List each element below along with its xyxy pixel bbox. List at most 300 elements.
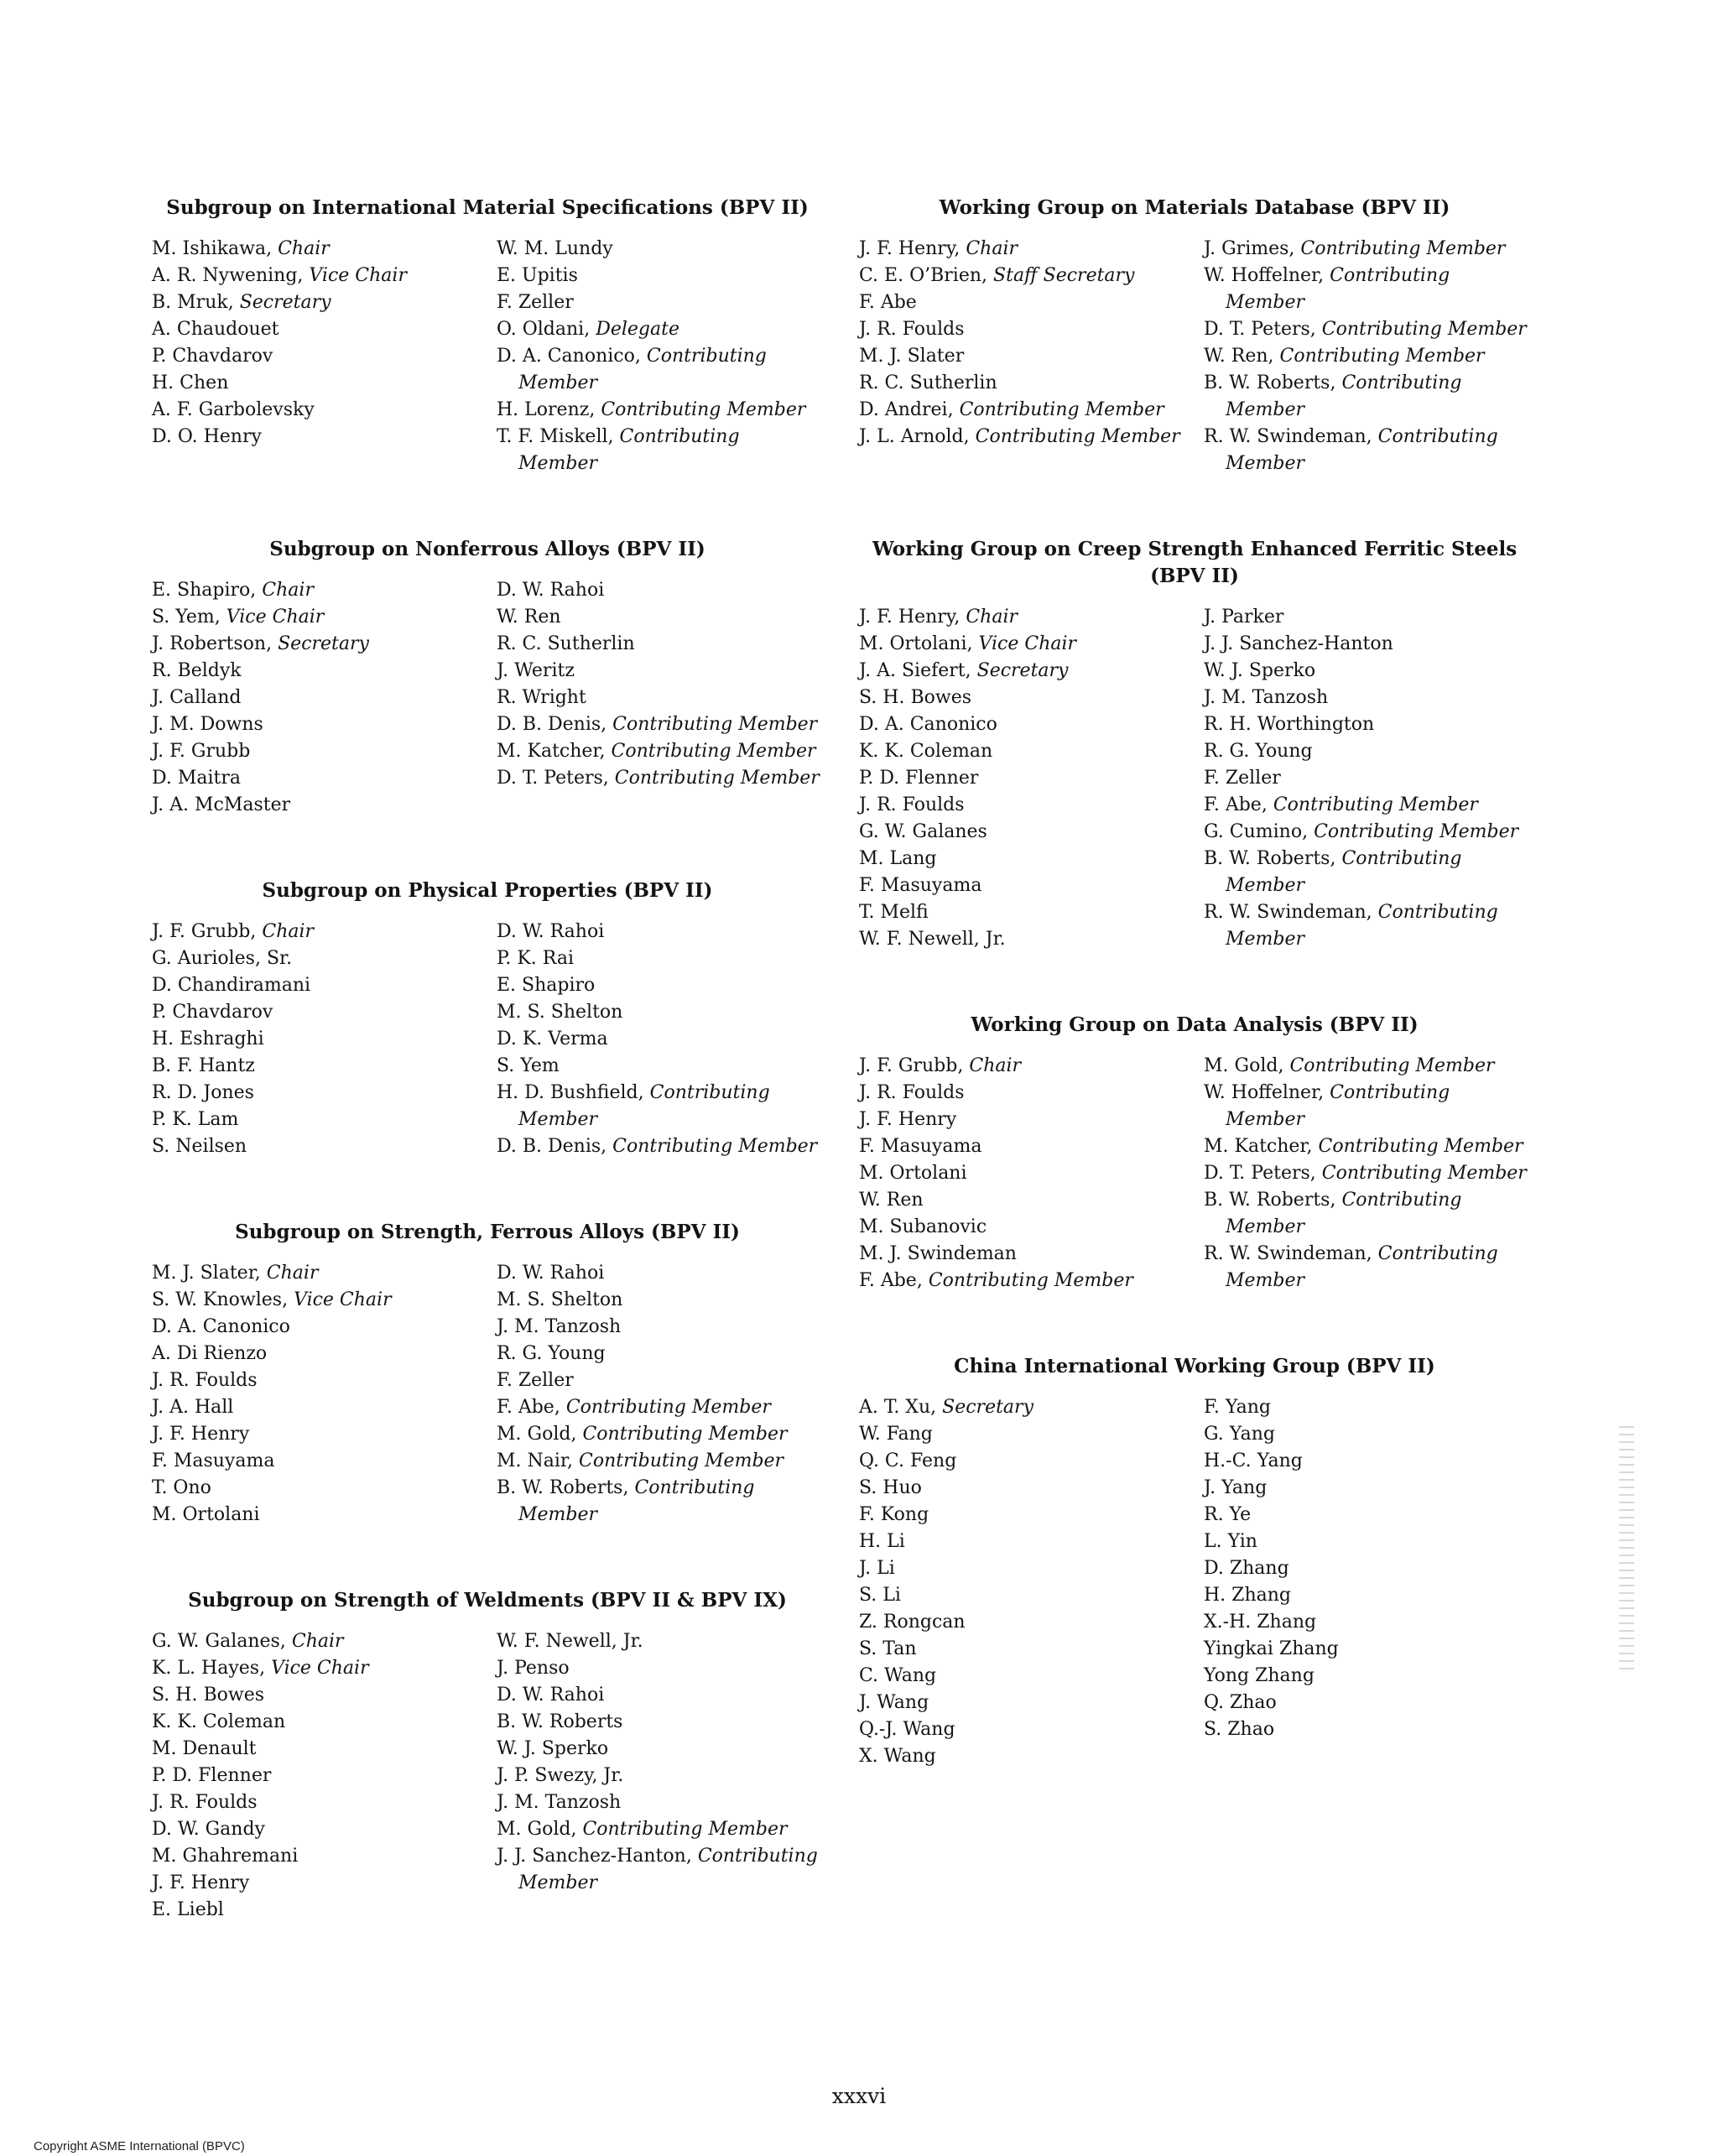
member-name: R. Ye [1204,1504,1252,1525]
member-name: J. F. Henry [859,238,955,259]
member-entry [859,1555,1204,1582]
member-name: P. D. Flenner [859,768,979,789]
member-entry [859,711,1204,738]
member-role: Contributing Member [1226,265,1450,313]
member-column [497,236,823,477]
member-name: E. Liebl [152,1899,224,1920]
member-name: J. M. Tanzosh [497,1792,622,1813]
member-name: W. J. Sperko [497,1738,609,1759]
committee-group [859,536,1530,953]
member-column [497,577,823,819]
member-entry [152,765,497,792]
member-entry [152,1448,497,1475]
member-entry [859,685,1204,711]
member-name: Q. C. Feng [859,1450,957,1471]
member-entry: H. D. Bushfield, Contributing Member [497,1082,770,1130]
member-name: R. C. Sutherlin [497,633,635,654]
member-entry [1204,765,1530,792]
committee-group [859,1353,1530,1770]
member-entry: O. Oldani, Delegate [497,319,679,340]
member-role: Vice Chair [226,607,325,628]
member-entry: M. Gold, Contributing Member [497,1819,788,1840]
member-name: W. Hoffelner [1204,265,1319,286]
member-name: S. Zhao [1204,1719,1275,1740]
member-entry [152,397,497,424]
member-name: J. M. Tanzosh [497,1316,622,1337]
member-entry [859,765,1204,792]
side-watermark-marks [1619,1426,1634,1669]
member-name: M. J. Swindeman [859,1243,1017,1264]
member-entry: R. W. Swindeman, Contributing Member [1204,902,1498,950]
member-name: Z. Rongcan [859,1612,966,1633]
member-name: J. Penso [497,1658,570,1679]
member-name: J. J. Sanchez-Hanton [1204,633,1393,654]
member-role: Contributing Member [601,399,806,420]
member-name: B. Mruk [152,292,228,313]
member-role: Chair [291,1631,344,1652]
member-role: Contributing Member [928,1270,1133,1291]
member-name: J. M. Downs [152,714,263,735]
member-name: G. W. Galanes [152,1631,280,1652]
member-name: W. M. Lundy [497,238,613,259]
member-name: D. T. Peters [1204,1163,1310,1184]
member-entry [1204,1716,1530,1743]
member-entry: B. W. Roberts, Contributing Member [1204,1190,1462,1237]
member-name: F. Zeller [497,292,574,313]
member-entry [152,945,497,972]
member-entry [1204,1528,1530,1555]
member-role: Secretary [239,292,331,313]
member-entry: M. Ishikawa, Chair [152,238,330,259]
member-name: M. Gold [497,1819,571,1840]
member-name: J. Wang [859,1692,929,1713]
member-name: J. F. Henry [859,607,955,628]
member-entry [497,631,823,658]
member-name: A. Chaudouet [152,319,279,340]
member-name: D. W. Rahoi [497,580,605,601]
member-name: W. Fang [859,1424,933,1445]
member-name: Yingkai Zhang [1204,1638,1339,1659]
member-name: D. B. Denis [497,1136,601,1157]
member-entry: K. L. Hayes, Vice Chair [152,1658,369,1679]
member-role: Contributing Member [612,714,818,735]
member-entry [859,1690,1204,1716]
group-title: Subgroup on Nonferrous Alloys (BPV II) [269,538,705,560]
member-entry [497,1341,823,1367]
member-role: Contributing Member [518,1477,755,1525]
member-entry: A. T. Xu, Secretary [859,1397,1033,1418]
member-role: Contributing Member [1300,238,1506,259]
member-entry: B. W. Roberts, Contributing Member [1204,848,1462,896]
member-role: Secretary [976,660,1069,681]
member-name: J. F. Grubb [152,741,251,762]
member-name: A. Di Rienzo [152,1343,268,1364]
member-entry: D. T. Peters, Contributing Member [497,768,820,789]
member-entry [1204,1609,1530,1636]
member-entry [859,1663,1204,1690]
member-name: F. Zeller [497,1370,574,1391]
member-name: R. G. Young [497,1343,606,1364]
member-entry [152,1870,497,1897]
member-name: G. Yang [1204,1424,1275,1445]
member-name: D. K. Verma [497,1029,608,1049]
member-name: C. Wang [859,1665,937,1686]
member-entry: G. Cumino, Contributing Member [1204,821,1519,842]
member-name: T. Ono [152,1477,211,1498]
member-name: S. Yem [152,607,215,628]
member-entry [152,343,497,370]
member-column [1204,604,1530,953]
member-entry [1204,658,1530,685]
member-entry [152,685,497,711]
member-name: F. Abe [1204,794,1262,815]
member-entry [859,872,1204,899]
member-entry [1204,1663,1530,1690]
member-entry [497,1367,823,1394]
member-role: Contributing Member [1226,372,1462,420]
member-entry [152,1314,497,1341]
member-entry [152,1816,497,1843]
group-title: Working Group on Data Analysis (BPV II) [971,1013,1419,1036]
member-name: A. R. Nywening [152,265,298,286]
member-entry: B. W. Roberts, Contributing Member [1204,372,1462,420]
member-name: M. J. Slater [859,346,965,367]
member-list [859,236,1530,477]
member-entry: S. W. Knowles, Vice Chair [152,1289,392,1310]
member-entry [497,1763,823,1789]
member-name: D. B. Denis [497,714,601,735]
member-column [1204,236,1530,477]
member-name: D. A. Canonico [859,714,997,735]
member-entry [859,846,1204,872]
member-column [859,236,1204,477]
member-name: J. R. Foulds [859,1082,965,1103]
member-entry [497,919,823,945]
member-entry: W. Ren, Contributing Member [1204,346,1485,367]
member-entry [1204,1394,1530,1421]
group-title: China International Working Group (BPV II) [954,1355,1435,1377]
member-entry [152,972,497,999]
member-entry [1204,1582,1530,1609]
member-name: S. Li [859,1585,901,1606]
member-entry [1204,1475,1530,1502]
member-name: J. Yang [1204,1477,1268,1498]
member-column [1204,1053,1530,1294]
member-name: J. F. Henry [859,1109,957,1130]
member-entry: R. W. Swindeman, Contributing Member [1204,426,1498,474]
member-name: W. Ren [1204,346,1268,367]
member-name: H. Li [859,1531,905,1552]
member-entry [152,1789,497,1816]
member-name: J. J. Sanchez-Hanton [497,1846,686,1867]
member-role: Vice Chair [978,633,1077,654]
member-entry: D. Andrei, Contributing Member [859,399,1164,420]
member-name: J. Grimes [1204,238,1289,259]
member-name: G. W. Galanes [859,821,987,842]
member-name: R. C. Sutherlin [859,372,997,393]
member-entry [497,1736,823,1763]
member-name: W. F. Newell, Jr. [859,929,1006,950]
member-entry: J. A. Siefert, Secretary [859,660,1069,681]
member-role: Chair [966,238,1018,259]
member-entry [497,1053,823,1080]
member-role: Vice Chair [271,1658,369,1679]
member-name: E. Upitis [497,265,578,286]
member-name: P. Chavdarov [152,1002,273,1023]
member-entry [859,1080,1204,1107]
member-entry [859,1502,1204,1528]
member-role: Contributing Member [1226,1190,1462,1237]
member-name: W. F. Newell, Jr. [497,1631,643,1652]
member-entry [1204,604,1530,631]
member-entry [152,1475,497,1502]
member-name: J. F. Henry [152,1872,250,1893]
member-name: J. A. Siefert [859,660,966,681]
member-role: Contributing Member [518,346,767,393]
member-entry: J. J. Sanchez-Hanton, Contributing Member [497,1846,818,1893]
member-entry: J. F. Henry, Chair [859,238,1018,259]
member-entry [859,1187,1204,1214]
member-entry [1204,738,1530,765]
member-entry [497,685,823,711]
member-entry [152,999,497,1026]
member-role: Vice Chair [309,265,407,286]
member-entry [859,819,1204,846]
member-role: Contributing Member [582,1819,788,1840]
member-entry [497,1789,823,1816]
member-role: Contributing Member [1321,1163,1527,1184]
member-column [497,1628,823,1924]
member-name: J. Weritz [497,660,575,681]
member-name: M. Subanovic [859,1216,987,1237]
member-column [859,1053,1204,1294]
member-name: L. Yin [1204,1531,1257,1552]
member-column [859,1394,1204,1770]
member-entry [1204,1421,1530,1448]
member-entry [152,1736,497,1763]
member-entry: F. Abe, Contributing Member [859,1270,1133,1291]
member-name: M. Katcher [497,741,600,762]
member-name: H. Lorenz [497,399,590,420]
member-column [1204,1394,1530,1770]
member-name: J. R. Foulds [859,794,965,815]
member-name: D. T. Peters [1204,319,1310,340]
committee-group [152,1587,823,1924]
member-entry [859,899,1204,926]
member-entry [497,1287,823,1314]
member-entry [859,370,1204,397]
left-column [152,195,823,1924]
member-entry: S. Yem, Vice Chair [152,607,325,628]
member-role: Contributing Member [1279,346,1485,367]
member-entry [1204,631,1530,658]
member-name: D. W. Gandy [152,1819,265,1840]
member-column [152,919,497,1160]
member-entry [859,1609,1204,1636]
member-entry [152,1897,497,1924]
member-role: Contributing Member [1321,319,1527,340]
member-name: M. Ishikawa [152,238,267,259]
member-name: H. D. Bushfield [497,1082,638,1103]
member-entry [152,1133,497,1160]
member-role: Chair [266,1263,319,1284]
member-column [152,577,497,819]
member-entry [1204,1555,1530,1582]
member-role: Chair [262,921,315,942]
member-name: S. H. Bowes [859,687,971,708]
member-entry [859,1241,1204,1268]
member-entry [152,1421,497,1448]
member-name: A. F. Garbolevsky [152,399,315,420]
member-role: Contributing Member [518,1082,770,1130]
member-list [152,1628,823,1924]
member-name: C. E. O’Brien [859,265,982,286]
committee-group [152,536,823,819]
member-name: M. S. Shelton [497,1002,623,1023]
member-role: Contributing Member [1226,848,1462,896]
member-role: Chair [969,1055,1022,1076]
member-name: S. Tan [859,1638,917,1659]
member-entry [497,289,823,316]
member-name: D. T. Peters [497,768,603,789]
copyright-notice: Copyright ASME International (BPVC) [34,2139,245,2153]
member-name: W. J. Sperko [1204,660,1316,681]
member-name: F. Abe [497,1397,554,1418]
member-entry: M. Nair, Contributing Member [497,1450,784,1471]
member-name: J. R. Foulds [859,319,965,340]
member-entry [497,972,823,999]
member-entry: J. Robertson, Secretary [152,633,369,654]
member-list [152,236,823,477]
member-name: R. W. Swindeman [1204,426,1367,447]
member-role: Contributing Member [1226,426,1498,474]
member-entry [152,316,497,343]
member-entry: C. E. O’Brien, Staff Secretary [859,265,1135,286]
member-name: M. Ortolani [859,1163,967,1184]
member-name: M. Gold [497,1424,571,1445]
member-name: P. K. Lam [152,1109,239,1130]
member-name: J. M. Tanzosh [1204,687,1329,708]
member-entry [859,1528,1204,1555]
member-entry [1204,685,1530,711]
member-entry [152,792,497,819]
member-entry [859,1160,1204,1187]
member-name: J. R. Foulds [152,1370,258,1391]
member-name: P. Chavdarov [152,346,273,367]
member-entry [152,711,497,738]
member-role: Contributing Member [518,1846,818,1893]
member-entry [497,658,823,685]
member-entry: T. F. Miskell, Contributing Member [497,426,740,474]
member-name: S. Huo [859,1477,922,1498]
member-list [152,1260,823,1528]
member-role: Contributing Member [565,1397,771,1418]
member-name: P. D. Flenner [152,1765,272,1786]
member-name: D. A. Canonico [152,1316,290,1337]
member-entry [859,1743,1204,1770]
member-entry [1204,1636,1530,1663]
member-role: Contributing Member [579,1450,784,1471]
member-entry [152,1053,497,1080]
member-entry: J. F. Henry, Chair [859,607,1018,628]
member-entry: M. Katcher, Contributing Member [497,741,816,762]
member-name: M. Ortolani [152,1504,260,1525]
member-name: E. Shapiro [152,580,251,601]
member-name: W. Ren [497,607,561,628]
member-entry: W. Hoffelner, Contributing Member [1204,265,1450,313]
member-entry: D. A. Canonico, Contributing Member [497,346,767,393]
member-entry [497,236,823,263]
member-entry: D. B. Denis, Contributing Member [497,1136,818,1157]
member-name: B. W. Roberts [497,1711,623,1732]
member-name: D. Maitra [152,768,241,789]
member-name: D. O. Henry [152,426,262,447]
member-list [152,919,823,1160]
committee-group [859,1012,1530,1294]
member-entry [1204,1448,1530,1475]
member-name: F. Masuyama [859,875,982,896]
member-entry [859,1716,1204,1743]
member-name: E. Shapiro [497,975,596,996]
group-title: Subgroup on Physical Properties (BPV II) [262,879,713,902]
member-entry [859,1107,1204,1133]
member-name: F. Masuyama [859,1136,982,1157]
member-entry [152,1080,497,1107]
member-entry [497,945,823,972]
member-name: B. F. Hantz [152,1055,255,1076]
group-title: Working Group on Creep Strength Enhanced Ferritic Steels (BPV II) [872,538,1518,587]
member-column [859,604,1204,953]
member-name: F. Abe [859,1270,917,1291]
member-list [152,577,823,819]
member-name: J. R. Foulds [152,1792,258,1813]
member-entry [152,658,497,685]
member-name: J. F. Grubb [859,1055,958,1076]
member-column [497,919,823,1160]
member-name: F. Yang [1204,1397,1272,1418]
member-name: J. A. McMaster [152,794,291,815]
member-entry: J. F. Grubb, Chair [152,921,315,942]
member-name: S. H. Bowes [152,1685,264,1706]
member-entry: W. Hoffelner, Contributing Member [1204,1082,1450,1130]
member-name: G. Cumino [1204,821,1303,842]
member-entry [152,424,497,450]
member-list [859,1394,1530,1770]
member-name: R. W. Swindeman [1204,1243,1367,1264]
member-role: Chair [262,580,314,601]
member-entry [152,1682,497,1709]
member-role: Contributing Member [612,1136,818,1157]
member-name: J. Robertson [152,633,267,654]
member-entry [152,1394,497,1421]
member-entry [859,1133,1204,1160]
member-column [152,1628,497,1924]
member-role: Contributing Member [1226,902,1498,950]
member-name: J. A. Hall [152,1397,234,1418]
member-role: Contributing Member [1226,1243,1498,1291]
member-role: Secretary [942,1397,1033,1418]
member-name: K. K. Coleman [859,741,993,762]
member-entry: M. Gold, Contributing Member [497,1424,788,1445]
member-entry [497,999,823,1026]
member-role: Contributing Member [1289,1055,1495,1076]
member-role: Chair [278,238,330,259]
member-column [152,1260,497,1528]
member-name: J. Parker [1204,607,1284,628]
member-name: J. L. Arnold [859,426,964,447]
member-role: Contributing Member [518,426,740,474]
member-list [859,604,1530,953]
